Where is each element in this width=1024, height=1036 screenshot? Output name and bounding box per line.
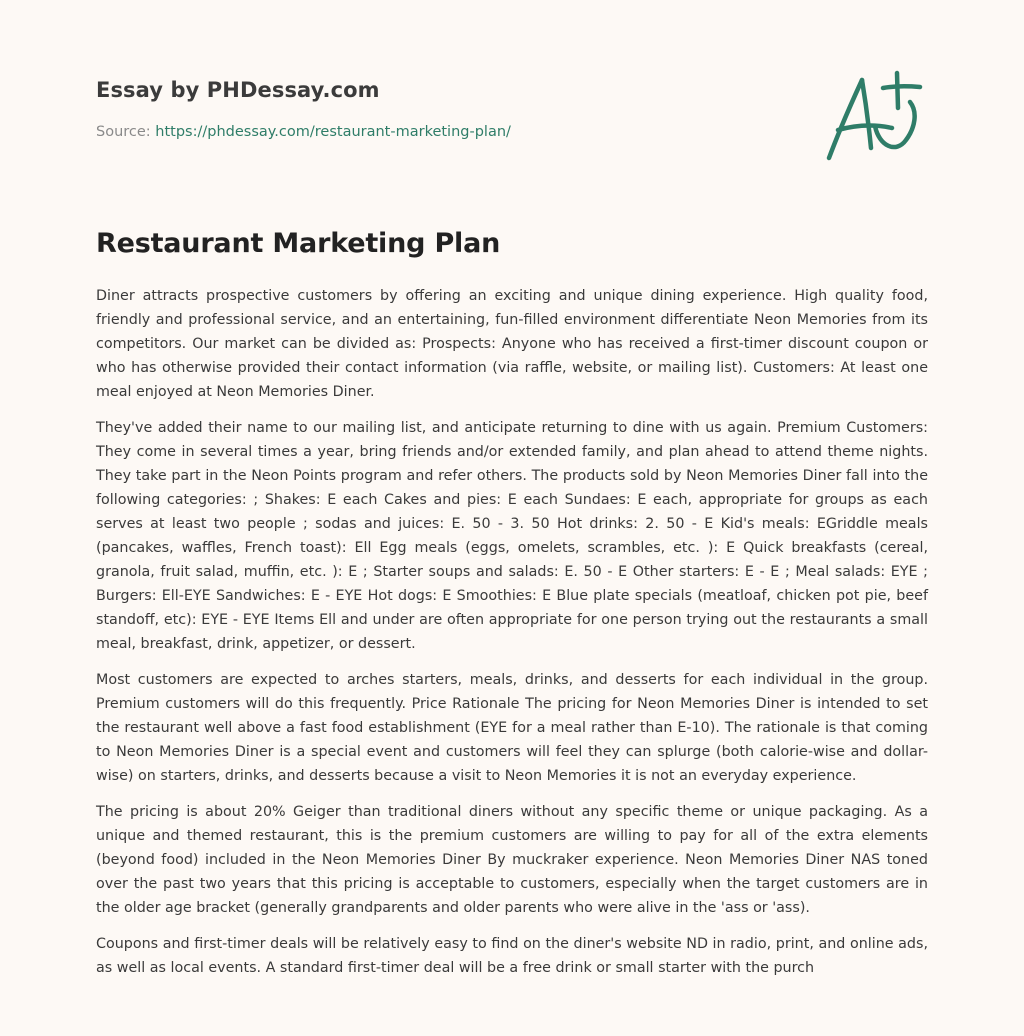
essay-body xyxy=(96,284,928,992)
source-link[interactable]: https://phdessay.com/restaurant-marketing-plan/ xyxy=(155,124,511,140)
essay-header xyxy=(96,72,796,142)
paragraph: Coupons and first-timer deals will be relatively easy to find on the diner's website ND in radio, print, and online ads, as well as local events. A standard first-timer deal will be a free drink or small starter with the purch xyxy=(96,936,928,976)
paragraph: They've added their name to our mailing list, and anticipate returning to dine with us again. Premium Customers: They come in several times a year, bring friends and/or extended family, and plan ahead to attend theme nights. They take part in the Neon Points program and refer others. The products sold by Neon Memories Diner fall into the following categories: ; Shakes: E each Cakes and pies: E each Sundaes: E each, appropriate for groups as each serves at least two people ; sodas and juices: E. 50 - 3. 50 Hot drinks: 2. 50 - E Kid's meals: EGriddle meals (pancakes, waffles, French toast): Ell Egg meals (eggs, omelets, scrambles, etc. ): E Quick breakfasts (cereal, granola, fruit salad, muffin, etc. ): E ; Starter soups and salads: E. 50 - E Other starters: E - E ; Meal salads: EYE ; Burgers: Ell-EYE Sandwiches: E - EYE Hot dogs: E Smoothies: E Blue plate specials (meatloaf, chicken pot pie, beef standoff, etc): EYE - EYE Items Ell and under are often appropriate for one person trying out the restaurants a small meal, breakfast, drink, appetizer, or dessert. xyxy=(96,420,928,652)
site-brand: Essay by PHDessay.com xyxy=(96,78,380,102)
a-plus-grade-icon xyxy=(822,68,928,164)
source-line xyxy=(96,122,796,142)
paragraph: Diner attracts prospective customers by offering an exciting and unique dining experience. High quality food, friendly and professional service, and an entertaining, fun-filled environment differentiate Neon Memories from its competitors. Our market can be divided as: Prospects: Anyone who has received a first-timer discount coupon or who has otherwise provided their contact information (via raffle, website, or mailing list). Customers: At least one meal enjoyed at Neon Memories Diner. xyxy=(96,288,928,400)
paragraph: The pricing is about 20% Geiger than traditional diners without any specific theme or unique packaging. As a unique and themed restaurant, this is the premium customers are willing to pay for all of the extra elements (beyond food) included in the Neon Memories Diner By muckraker experience. Neon Memories Diner NAS toned over the past two years that this pricing is acceptable to customers, especially when the target customers are in the older age bracket (generally grandparents and older parents who were alive in the 'ass or 'ass). xyxy=(96,804,928,916)
source-label: Source: xyxy=(96,124,151,140)
document-title: Restaurant Marketing Plan xyxy=(96,228,501,259)
paragraph: Most customers are expected to arches starters, meals, drinks, and desserts for each individual in the group. Premium customers will do this frequently. Price Rationale The pricing for Neon Memories Diner is intended to set the restaurant well above a fast food establishment (EYE for a meal rather than E-10). The rationale is that coming to Neon Memories Diner is a special event and customers will feel they can splurge (both calorie-wise and dollar-wise) on starters, drinks, and desserts because a visit to Neon Memories it is not an everyday experience. xyxy=(96,672,928,784)
